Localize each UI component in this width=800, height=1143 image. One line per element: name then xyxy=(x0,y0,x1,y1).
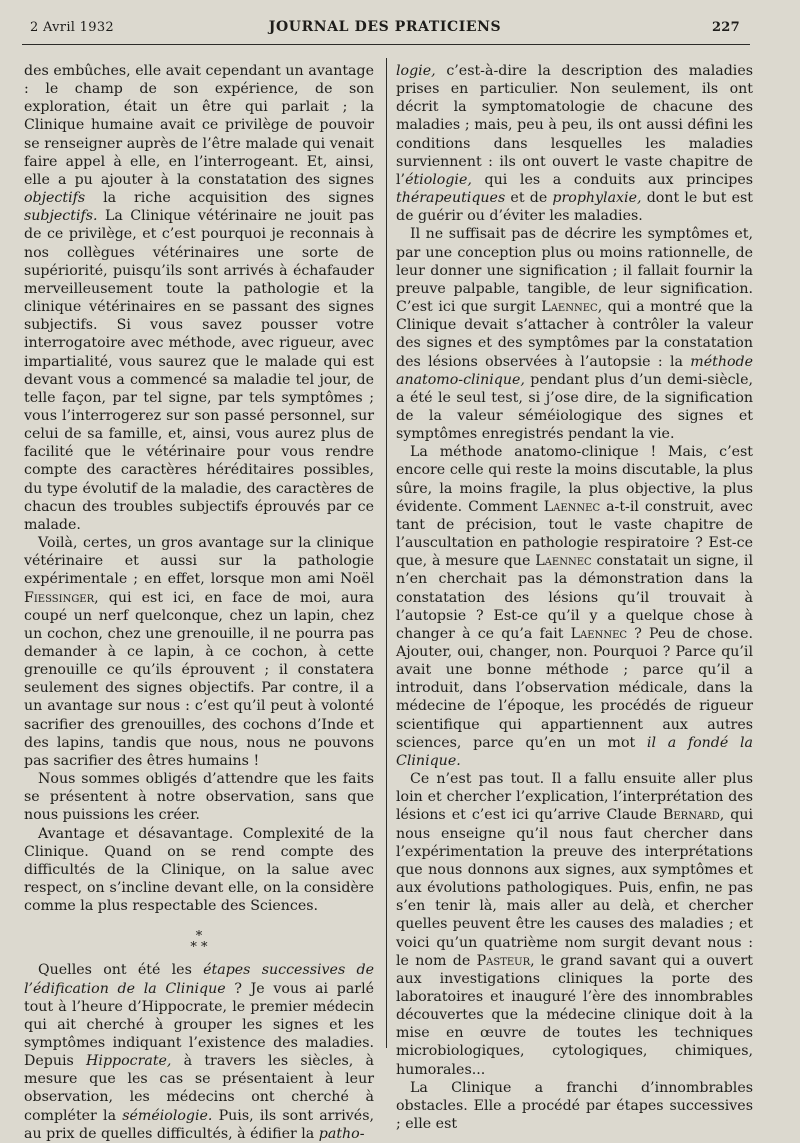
paragraph: La Clinique a franchi d’innombrables obstacles. Elle a procédé par étapes successives ; elle est xyxy=(396,1079,753,1133)
paragraph: Avantage et désavantage. Complexité de la Clinique. Quand on se rend compte des difficultés de la Clinique, on la salue avec respect, on s’incline devant elle, on la considère comme la plus respectable des Sciences. xyxy=(24,825,374,915)
left-column xyxy=(24,62,374,1143)
paragraph: Nous sommes obligés d’attendre que les faits se présentent à notre observation, sans que nous puissions les créer. xyxy=(24,771,374,824)
author-name: Pasteur xyxy=(476,952,531,969)
issue-date: 2 Avril 1932 xyxy=(30,20,114,35)
section-asterism: * * * xyxy=(190,929,208,956)
author-name: Bernard xyxy=(662,807,720,824)
right-column xyxy=(396,62,753,1133)
author-name: Fiessinger xyxy=(24,589,95,606)
paragraph: Quelles ont été les étapes successives de l’édification de la Clinique ? Je vous ai parlé tout à l’heure d’Hippocrate, le premier médecin qui ait cherché à grouper les signes et les symptômes indiquant l’existence des maladies. Depuis Hippocrate, à travers les siècles, à mesure que les cas se présentaient à leur observation, les médecins ont cherché à compléter la séméiologie. Puis, ils sont arrivés, au prix de quelles difficultés, à édifier la patho- xyxy=(24,962,374,1142)
paragraph: logie, c’est-à-dire la description des maladies prises en particulier. Non seulement, ils ont décrit la symptomatologie de chacune des maladies ; mais, peu à peu, ils ont aussi défini les conditions dans lesquelles les maladies surviennent : ils ont ouvert le vaste chapitre de l’étiologie, qui les a conduits aux principes thérapeutiques et de prophylaxie, dont le but est de guérir ou d’éviter les maladies. xyxy=(396,63,754,225)
page-number: 227 xyxy=(711,20,740,35)
paragraph: des embûches, elle avait cependant un avantage : le champ de son expérience, de son exploration, était un être qui parlait ; la Clinique humaine avait ce privilège de pouvoir se renseigner auprès de l’être malade qui venait faire appel à elle, en l’interrogeant. Et, ainsi, elle a pu ajouter à la constatation des signes objectifs la riche acquisition des signes subjectifs. La Clinique vétérinaire ne jouit pas de ce privilège, et c’est pourquoi je reconnais à nos collègues vétérinaires une sorte de supériorité, puisqu’ils sont arrivés à échafauder merveilleusement toute la pathologie et la clinique vétérinaires en se passant des signes subjectifs. Si vous savez pousser votre interrogatoire avec méthode, avec rigueur, avec impartialité, vous saurez que le malade qui est devant vous a commencé sa maladie tel jour, de telle façon, par tel signe, par tels symptômes ; vous l’interrogerez sur son passé personnel, sur celui de sa famille, et, ainsi, vous aurez plus de facilité que le vétérinaire pour vous rendre compte des caractères héréditaires possibles, du type évolutif de la maladie, des caractères de chacun des troubles subjectifs éprouvés par ce malade. xyxy=(24,63,374,533)
author-name: Laennec xyxy=(570,625,628,642)
paragraph: La méthode anatomo-clinique ! Mais, c’est encore celle qui reste la moins discutable, la plus sûre, la moins fragile, la plus objective, la plus évidente. Comment Laennec a-t-il construit, avec tant de précision, tout le vaste chapitre de l’auscultation en pathologie respiratoire ? Est-ce que, à mesure que Laennec constatait un signe, il n’en cherchait pas la démonstration dans la constatation des lésions qu’il trouvait à l’autopsie ? Est-ce qu’il y a quelque chose à changer à ce qu’a fait Laennec ? Peu de chose. Ajouter, oui, changer, non. Pourquoi ? Parce qu’il avait une bonne méthode ; parce qu’il a introduit, dans l’observation médicale, dans la médecine de l’époque, les procédés de rigueur scientifique qui appartiennent aux autres sciences, parce qu’en un mot il a fondé la Clinique. xyxy=(396,444,754,769)
paragraph: Il ne suffisait pas de décrire les symptômes et, par une conception plus ou moins rationnelle, de leur donner une signification ; il fallait fournir la preuve palpable, tangible, de leur signification. C’est ici que surgit Laennec, qui a montré que la Clinique devait s’attacher à contrôler la valeur des signes et des symptômes par la constatation des lésions observées à l’autopsie : la méthode anatomo-clinique, pendant plus d’un demi-siècle, a été le seul test, si j’ose dire, de la signification de la valeur séméiologique des signes et symptômes enregistrés pendant la vie. xyxy=(396,226,753,443)
author-name: Laennec xyxy=(535,553,592,570)
author-name: Laennec xyxy=(541,299,598,316)
author-name: Laennec xyxy=(543,498,601,515)
paragraph: Voilà, certes, un gros avantage sur la clinique vétérinaire et aussi sur la pathologie expérimentale ; en effet, lorsque mon ami Noël Fiessinger, qui est ici, en face de moi, aura coupé un nerf quelconque, chez un lapin, chez un cochon, chez une grenouille, il ne pourra pas demander à ce lapin, à ce cochon, à cette grenouille ce qu’ils éprouvent ; il constatera seulement des signes objectifs. Par contre, il a un avantage sur nous : c’est qu’il peut à volonté sacrifier des grenouilles, des cochons d’Inde et des lapins, tandis que nous, nous ne pouvons pas sacrifier des êtres humains ! xyxy=(24,535,374,769)
column-divider xyxy=(386,58,387,1048)
running-header xyxy=(30,17,740,39)
journal-title: JOURNAL DES PRATICIENS xyxy=(268,19,502,35)
paragraph: Ce n’est pas tout. Il a fallu ensuite aller plus loin et chercher l’explication, l’interprétation des lésions et c’est ici qu’arrive Claude Bernard, qui nous enseigne qu’il nous faut chercher dans l’expérimentation la preuve des interprétations que nous donnons aux signes, aux symptômes et aux évolutions pathologiques. Puis, enfin, ne pas s’en tenir là, mais aller au delà, et chercher quelles peuvent être les causes des maladies ; et voici qu’un quatrième nom surgit devant nous : le nom de Pasteur, le grand savant qui a ouvert aux investigations cliniques la porte des laboratoires et inauguré l’ère des innombrables découvertes que la médecine clinique doit à la mise en œuvre de toutes les techniques microbiologiques, cytologiques, chimiques, humorales... xyxy=(396,771,754,1078)
header-rule xyxy=(22,44,750,45)
